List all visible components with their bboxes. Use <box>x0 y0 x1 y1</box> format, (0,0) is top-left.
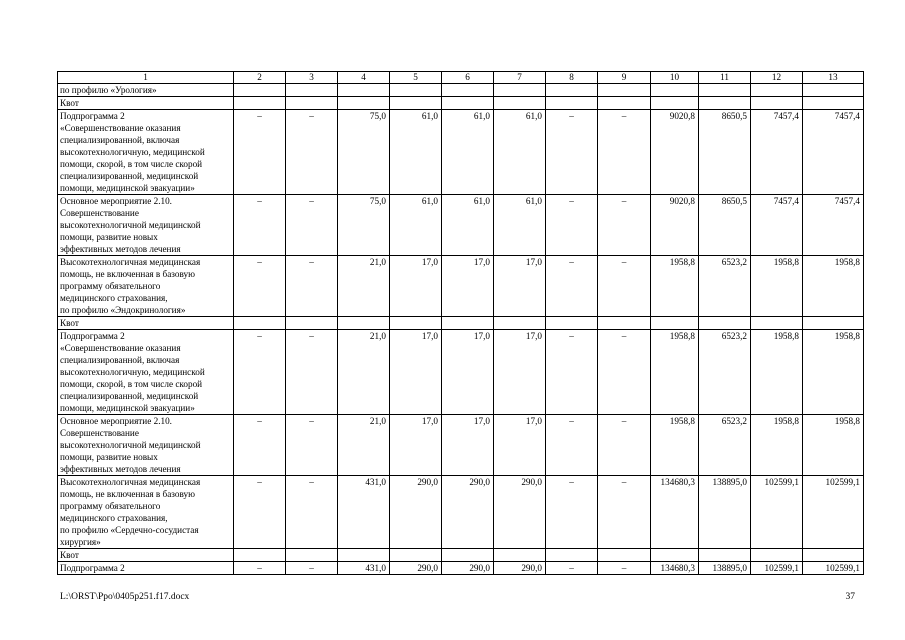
row-label <box>58 330 234 415</box>
empty-cell <box>803 97 864 110</box>
table-row <box>58 476 864 549</box>
row-label-line: высокотехнологичную, медицинской <box>60 147 205 157</box>
row-label <box>58 256 234 317</box>
empty-cell <box>598 84 651 97</box>
row-label-line: Основное мероприятие 2.10. <box>60 196 172 206</box>
table-cell: – <box>546 476 598 549</box>
table-cell: 9020,8 <box>651 195 699 256</box>
section-row <box>58 84 864 97</box>
row-label <box>58 84 234 97</box>
empty-cell <box>286 84 338 97</box>
column-header-9: 9 <box>598 72 651 84</box>
table-cell: 17,0 <box>494 415 546 476</box>
column-header-8: 8 <box>546 72 598 84</box>
table-cell: 21,0 <box>338 415 390 476</box>
empty-cell <box>338 97 390 110</box>
row-label-line: помощи, развитие новых <box>60 232 158 242</box>
table-cell: 17,0 <box>494 330 546 415</box>
empty-cell <box>234 549 286 562</box>
table-cell: – <box>546 330 598 415</box>
table-cell: 290,0 <box>442 476 494 549</box>
table-cell: – <box>286 415 338 476</box>
table-cell: 1958,8 <box>651 256 699 317</box>
empty-cell <box>494 549 546 562</box>
table-header-row <box>58 72 864 84</box>
column-header-4: 4 <box>338 72 390 84</box>
row-label-line: помощи, скорой, в том числе скорой <box>60 379 203 389</box>
table-cell: 17,0 <box>390 415 442 476</box>
table-cell: 75,0 <box>338 110 390 195</box>
table-cell: 290,0 <box>442 562 494 575</box>
row-label-line: Совершенствование <box>60 208 139 218</box>
table-cell: – <box>286 562 338 575</box>
table-cell: 61,0 <box>494 195 546 256</box>
empty-cell <box>598 317 651 330</box>
table-cell: 134680,3 <box>651 476 699 549</box>
table-cell: 17,0 <box>390 330 442 415</box>
table-cell: 9020,8 <box>651 110 699 195</box>
table-cell: – <box>598 110 651 195</box>
column-header-3: 3 <box>286 72 338 84</box>
empty-cell <box>651 97 699 110</box>
empty-cell <box>442 317 494 330</box>
empty-cell <box>286 317 338 330</box>
table-cell: – <box>598 562 651 575</box>
column-header-2: 2 <box>234 72 286 84</box>
table-cell: – <box>234 330 286 415</box>
table-row <box>58 562 864 575</box>
row-label-line: Квот <box>60 318 79 328</box>
table-cell: – <box>234 476 286 549</box>
empty-cell <box>494 84 546 97</box>
row-label-line: Основное мероприятие 2.10. <box>60 416 172 426</box>
table-cell: – <box>598 330 651 415</box>
table-cell: – <box>234 256 286 317</box>
budget-table <box>57 71 864 575</box>
empty-cell <box>338 549 390 562</box>
table-cell: 102599,1 <box>751 476 803 549</box>
table-cell: 61,0 <box>390 110 442 195</box>
row-label-line: Совершенствование <box>60 428 139 438</box>
table-cell: 290,0 <box>390 562 442 575</box>
empty-cell <box>442 549 494 562</box>
table-row <box>58 415 864 476</box>
row-label-line: помощи, развитие новых <box>60 452 158 462</box>
table-cell: 17,0 <box>442 256 494 317</box>
empty-cell <box>546 97 598 110</box>
table-cell: 61,0 <box>494 110 546 195</box>
table-cell: 7457,4 <box>803 110 864 195</box>
column-header-12: 12 <box>751 72 803 84</box>
row-label-line: медицинского страхования, <box>60 293 168 303</box>
table-cell: 1958,8 <box>651 415 699 476</box>
table-cell: – <box>286 476 338 549</box>
empty-cell <box>651 84 699 97</box>
table-cell: 17,0 <box>442 330 494 415</box>
row-label-line: по профилю «Эндокринология» <box>60 305 186 315</box>
empty-cell <box>751 317 803 330</box>
table-row <box>58 330 864 415</box>
table-cell: 102599,1 <box>803 562 864 575</box>
empty-cell <box>442 84 494 97</box>
empty-cell <box>390 549 442 562</box>
table-cell: – <box>598 476 651 549</box>
table-cell: 290,0 <box>494 562 546 575</box>
empty-cell <box>803 84 864 97</box>
table-cell: 138895,0 <box>699 476 751 549</box>
table-cell: – <box>234 110 286 195</box>
empty-cell <box>598 549 651 562</box>
row-label-line: Квот <box>60 98 79 108</box>
row-label-line: специализированной, медицинской <box>60 391 199 401</box>
row-label <box>58 195 234 256</box>
column-header-1: 1 <box>58 72 234 84</box>
empty-cell <box>699 97 751 110</box>
row-label-line: Подпрограмма 2 <box>60 331 125 341</box>
row-label-line: «Совершенствование оказания <box>60 343 181 353</box>
table-cell: – <box>598 415 651 476</box>
empty-cell <box>751 549 803 562</box>
empty-cell <box>390 84 442 97</box>
table-cell: 75,0 <box>338 195 390 256</box>
table-cell: 21,0 <box>338 330 390 415</box>
empty-cell <box>286 97 338 110</box>
table-cell: – <box>234 195 286 256</box>
table-cell: 1958,8 <box>803 330 864 415</box>
table-cell: 17,0 <box>390 256 442 317</box>
table-cell: – <box>286 195 338 256</box>
table-cell: 431,0 <box>338 562 390 575</box>
empty-cell <box>494 97 546 110</box>
row-label-line: эффективных методов лечения <box>60 244 181 254</box>
column-header-5: 5 <box>390 72 442 84</box>
table-cell: 7457,4 <box>803 195 864 256</box>
row-label-line: помощи, скорой, в том числе скорой <box>60 159 203 169</box>
column-header-13: 13 <box>803 72 864 84</box>
empty-cell <box>699 84 751 97</box>
table-cell: 17,0 <box>494 256 546 317</box>
table-row <box>58 256 864 317</box>
table-cell: 8650,5 <box>699 110 751 195</box>
table-cell: – <box>234 562 286 575</box>
table-cell: 290,0 <box>390 476 442 549</box>
table-cell: – <box>598 195 651 256</box>
row-label <box>58 97 234 110</box>
empty-cell <box>803 317 864 330</box>
row-label-line: Квот <box>60 550 79 560</box>
row-label <box>58 415 234 476</box>
empty-cell <box>338 317 390 330</box>
empty-cell <box>546 84 598 97</box>
empty-cell <box>699 317 751 330</box>
table-cell: 1958,8 <box>803 415 864 476</box>
empty-cell <box>494 317 546 330</box>
row-label <box>58 317 234 330</box>
row-label-line: медицинского страхования, <box>60 513 168 523</box>
table-cell: 6523,2 <box>699 256 751 317</box>
empty-cell <box>546 317 598 330</box>
row-label-line: программу обязательного <box>60 281 161 291</box>
empty-cell <box>598 97 651 110</box>
column-header-6: 6 <box>442 72 494 84</box>
table-cell: – <box>286 110 338 195</box>
row-label-line: «Совершенствование оказания <box>60 123 181 133</box>
row-label-line: Высокотехнологичная медицинская <box>60 257 201 267</box>
column-header-11: 11 <box>699 72 751 84</box>
table-row <box>58 110 864 195</box>
row-label-line: хирургия» <box>60 537 101 547</box>
empty-cell <box>234 97 286 110</box>
row-label-line: эффективных методов лечения <box>60 464 181 474</box>
empty-cell <box>699 549 751 562</box>
section-row <box>58 97 864 110</box>
table-cell: 6523,2 <box>699 415 751 476</box>
table-cell: 431,0 <box>338 476 390 549</box>
row-label-line: высокотехнологичной медицинской <box>60 440 201 450</box>
empty-cell <box>390 317 442 330</box>
table-cell: 1958,8 <box>651 330 699 415</box>
row-label-line: помощь, не включенная в базовую <box>60 269 195 279</box>
row-label-line: высокотехнологичной медицинской <box>60 220 201 230</box>
row-label-line: помощь, не включенная в базовую <box>60 489 195 499</box>
empty-cell <box>442 97 494 110</box>
table-cell: 102599,1 <box>751 562 803 575</box>
column-header-7: 7 <box>494 72 546 84</box>
table-cell: – <box>546 256 598 317</box>
empty-cell <box>234 317 286 330</box>
table-cell: 17,0 <box>442 415 494 476</box>
empty-cell <box>751 84 803 97</box>
table-cell: 61,0 <box>390 195 442 256</box>
row-label-line: Подпрограмма 2 <box>60 563 125 573</box>
table-cell: 290,0 <box>494 476 546 549</box>
table-cell: 102599,1 <box>803 476 864 549</box>
table-cell: 6523,2 <box>699 330 751 415</box>
table-cell: – <box>546 195 598 256</box>
table-cell: 138895,0 <box>699 562 751 575</box>
empty-cell <box>651 549 699 562</box>
table-cell: 1958,8 <box>751 330 803 415</box>
empty-cell <box>803 549 864 562</box>
table-cell: 7457,4 <box>751 195 803 256</box>
row-label-line: Высокотехнологичная медицинская <box>60 477 201 487</box>
empty-cell <box>546 549 598 562</box>
table-body <box>58 84 864 575</box>
table-cell: – <box>546 110 598 195</box>
row-label-line: помощи, медицинской эвакуации» <box>60 403 195 413</box>
table-cell: – <box>598 256 651 317</box>
row-label-line: по профилю «Сердечно-сосудистая <box>60 525 199 535</box>
table-cell: 8650,5 <box>699 195 751 256</box>
row-label <box>58 562 234 575</box>
table-cell: – <box>546 562 598 575</box>
footer-file-path: L:\ORST\Ppo\0405p251.f17.docx <box>60 592 190 602</box>
row-label <box>58 549 234 562</box>
row-label-line: помощи, медицинской эвакуации» <box>60 183 195 193</box>
row-label <box>58 476 234 549</box>
empty-cell <box>390 97 442 110</box>
row-label-line: Подпрограмма 2 <box>60 111 125 121</box>
row-label-line: программу обязательного <box>60 501 161 511</box>
table-cell: 1958,8 <box>751 256 803 317</box>
table-cell: – <box>546 415 598 476</box>
section-row <box>58 549 864 562</box>
row-label-line: по профилю «Урология» <box>60 85 157 95</box>
empty-cell <box>234 84 286 97</box>
table-cell: 7457,4 <box>751 110 803 195</box>
table-cell: 134680,3 <box>651 562 699 575</box>
table-cell: 1958,8 <box>803 256 864 317</box>
empty-cell <box>751 97 803 110</box>
table-cell: – <box>234 415 286 476</box>
table-cell: 61,0 <box>442 195 494 256</box>
table-cell: 1958,8 <box>751 415 803 476</box>
table-cell: – <box>286 256 338 317</box>
row-label-line: специализированной, включая <box>60 135 180 145</box>
table-cell: – <box>286 330 338 415</box>
table-cell: 61,0 <box>442 110 494 195</box>
section-row <box>58 317 864 330</box>
empty-cell <box>338 84 390 97</box>
empty-cell <box>651 317 699 330</box>
table-cell: 21,0 <box>338 256 390 317</box>
column-header-10: 10 <box>651 72 699 84</box>
table-row <box>58 195 864 256</box>
row-label <box>58 110 234 195</box>
empty-cell <box>286 549 338 562</box>
row-label-line: специализированной, медицинской <box>60 171 199 181</box>
row-label-line: высокотехнологичную, медицинской <box>60 367 205 377</box>
footer-page-number: 37 <box>845 592 855 602</box>
row-label-line: специализированной, включая <box>60 355 180 365</box>
